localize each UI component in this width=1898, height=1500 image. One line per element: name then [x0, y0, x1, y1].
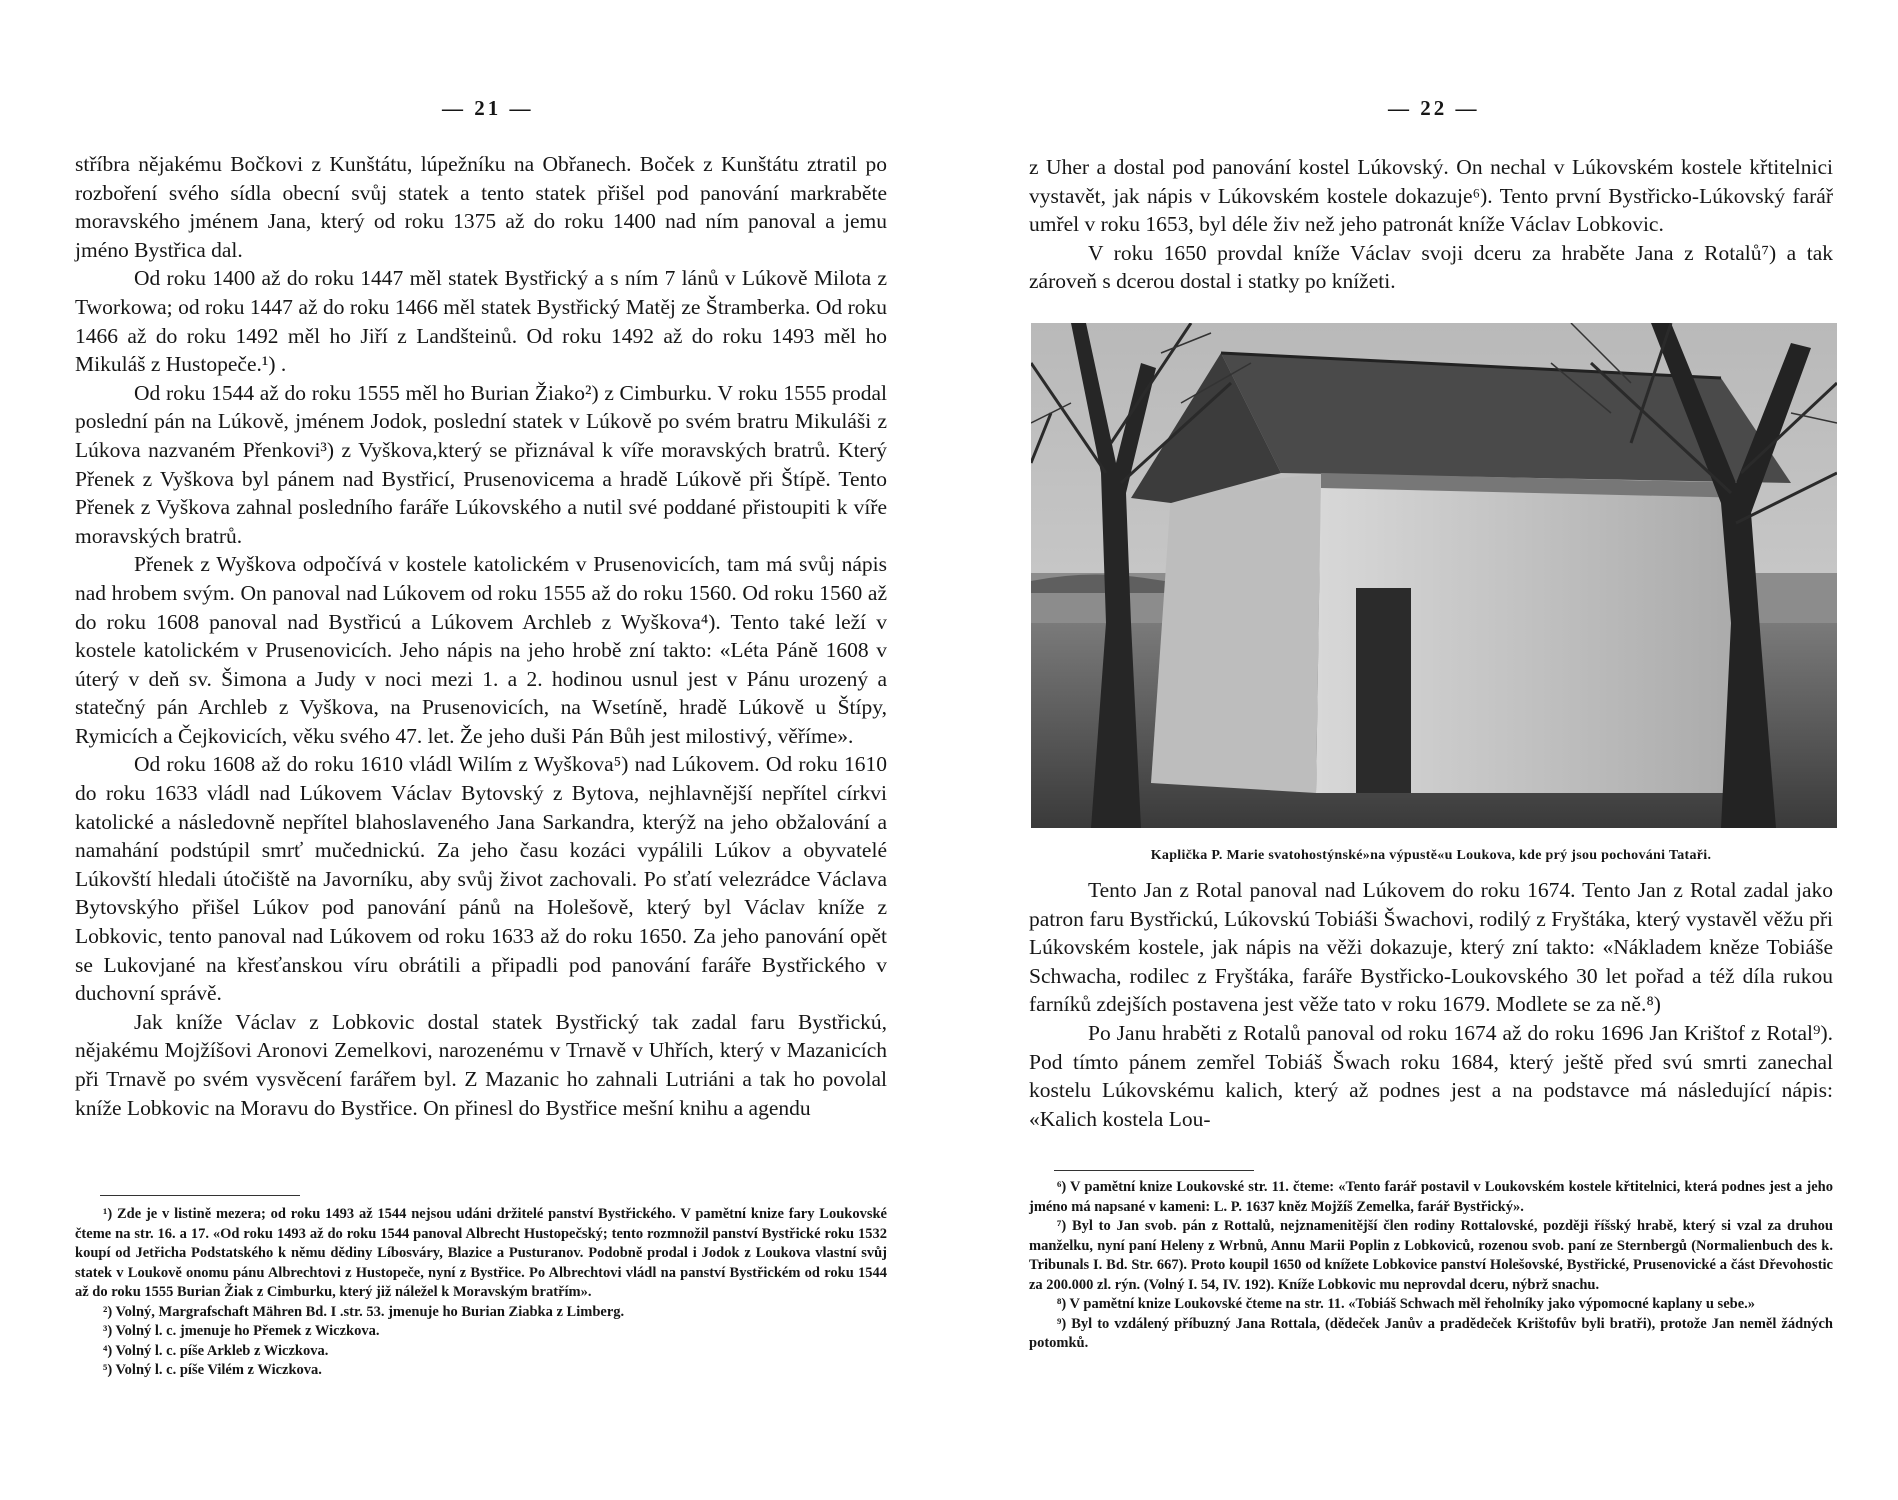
- footnote: ¹) Zde je v listině mezera; od roku 1493 až 1544 nejsou udáni držitelé panství Bystřického. V pamětní knize fary Loukovské čteme na str. 16. a 17. «Od roku 1493 až do roku 1544 panoval Albrecht Hustopečský; tento rozmnožil panství Bystřické roku 1532 koupí od Jetřicha Podstatského k němu dědiny Líbosváry, Blazice a Pusturanov. Podobně prodal i Jodok z Loukova vlastní svůj statek v Loukově onomu pánu Albrechtovi z Hustopeče, nyní z Bystřice. Po Albrechtovi vládl na panství Bystřickém od roku 1544 až do roku 1555 Burian Žiak z Cimburku, který již náležel k Moravským bratřím».: [75, 1206, 887, 1300]
- footnote: ⁸) V pamětní knize Loukovské čteme na str. 11. «Tobiáš Schwach měl řeholníky jako výpomocné kaplany u sebe.»: [1057, 1296, 1756, 1312]
- footnote: ⁹) Byl to vzdálený příbuzný Jana Rottala, (dědeček Janův a pradědeček Krištofův byli bratři), protože Jan neměl žádných potomků.: [1029, 1315, 1833, 1351]
- footnote: ⁴) Volný l. c. píše Arkleb z Wiczkova.: [103, 1342, 329, 1359]
- chapel-photo-illustration: [1031, 323, 1837, 828]
- footnote-rule: [100, 1195, 300, 1196]
- paragraph: Přenek z Wyškova odpočívá v kostele katolickém v Prusenovicích, tam má svůj nápis nad hrobem svým. On panoval nad Lúkovem od roku 1555 až do roku 1560. Od roku 1560 až do roku 1608 panoval nad Bystřicú a Lúkovem Archleb z Wyškova⁴). Tento také leží v kostele katolickém v Prusenovicích. Jeho nápis na jeho hrobě zní takto: «Léta Páně 1608 v úterý v deň sv. Šimona a Judy v noci mezi 1. a 2. hodinou usnul jest v Pánu urozený a statečný pán Archleb z Vyškova, na Prusenovicích, na Wsetíně, hradě Lúkově u Štípy, Rymicích a Čejkovicích, věku svého 47. let. Že jeho duši Pán Bůh jest milostivý, věříme».: [75, 552, 887, 748]
- paragraph: Od roku 1400 až do roku 1447 měl statek Bystřický a s ním 7 lánů v Lúkově Milota z Tworkowa; od roku 1447 až do roku 1466 měl statek Bystřický Matěj ze Štramberka. Od roku 1466 až do roku 1492 měl ho Jiří z Landšteinů. Od roku 1492 až do roku 1493 měl ho Mikuláš z Hustopeče.¹) .: [75, 266, 887, 377]
- footnotes: [1029, 1178, 1833, 1354]
- photo-caption: Kaplička P. Marie svatohostýnské»na výpustě«u Loukova, kde prý jsou pochováni Tataři.: [1150, 848, 1712, 863]
- paragraph: V roku 1650 provdal kníže Václav svoji dceru za hraběte Jana z Rotalů⁷) a tak zároveň s dcerou dostal i statky po knížeti.: [1029, 240, 1833, 294]
- footnote: ⁶) V pamětní knize Loukovské str. 11. čteme: «Tento farář postavil v Loukovském kostele křtitelnici, která podnes jest a jeho jméno má napsané v kameni: L. P. 1637 kněz Mojžíš Zemelka, farář Bystřický».: [1029, 1179, 1833, 1215]
- page-number: — 22 —: [1388, 96, 1480, 120]
- footnote-rule: [1054, 1170, 1254, 1171]
- bottom-text: [1029, 876, 1833, 1133]
- footnote: ³) Volný l. c. jmenuje ho Přemek z Wiczkova.: [103, 1323, 380, 1339]
- paragraph: stříbra nějakému Bočkovi z Kunštátu, lúpežníku na Obřanech. Boček z Kunštátu ztratil po rozboření svého sídla obecní svůj statek a tento statek přišel pod panování markraběte moravského jménem Jana, který od roku 1375 až do roku 1400 nad ním panoval a jemu jméno Bystřica dal.: [75, 152, 887, 262]
- footnote: ²) Volný, Margrafschaft Mähren Bd. I .str. 53. jmenuje ho Burian Ziabka z Limberg.: [103, 1303, 625, 1320]
- footnote: ⁵) Volný l. c. píše Vilém z Wiczkova.: [103, 1362, 322, 1378]
- footnote: ⁷) Byl to Jan svob. pán z Rottalů, nejznamenitější člen rodiny Rottalovské, později říšský hrabě, který si vzal za druhou manželku, nyní paní Heleny z Wrbnů, Annu Marii Poplin z Lobkoviců, rozenou svob. paní ze Sternbergů (Normalienbuch des k. Tribunals I. Bd. Str. 667). Proto koupil 1650 od knížete Lobkovice panství Holešovské, Bystřické, Prusenovické a část Dřevohostic za 200.000 zl. rýn. (Volný I. 54, IV. 192). Kníže Lobkovic mu neprovdal dceru, nýbrž snachu.: [1029, 1218, 1833, 1293]
- paragraph: Od roku 1544 až do roku 1555 měl ho Burian Žiako²) z Cimburku. V roku 1555 prodal poslední pán na Lúkově, jménem Jodok, poslední statek v Lúkově po svém bratru Mikuláši z Lúkova nazvaném Přenkovi³) z Vyškova,který se přiznával k víře moravských bratrů. Který Přenek z Vyškova byl pánem nad Bystřicí, Prusenovicema a hradě Lúkově při Štípě. Tento Přenek z Vyškova zahnal posledního faráře Lúkovského a nutil své poddané přistoupiti k víře moravských bratrů.: [75, 380, 887, 548]
- page-number: — 21 —: [442, 96, 534, 120]
- paragraph: z Uher a dostal pod panování kostel Lúkovský. On nechal v Lúkovském kostele křtitelnici vystavět, jak nápis v Lúkovském kostele dokazuje⁶). Tento první Bystřicko-Lúkovský farář umřel v roku 1653, byl déle živ než jeho patronát kníže Václav Lobkovic.: [1029, 155, 1833, 237]
- paragraph: Po Janu hraběti z Rotalů panoval od roku 1674 až do roku 1696 Jan Krištof z Rotal⁹). Pod tímto pánem zemřel Tobiáš Šwach roku 1684, který ještě před svú smrti zanechal kostelu Lúkovskému kalich, který až podnes jest a na podstavce má následující nápis: «Kalich kostela Lou-: [1029, 1020, 1833, 1131]
- paragraph: Jak kníže Václav z Lobkovic dostal statek Bystřický tak zadal faru Bystřickú, nějakému Mojžíšovi Aronovi Zemelkovi, narozenému v Trnavě v Uhřích, který v Mazanicích při Trnavě po svém vysvěcení farářem byl. Z Mazanic ho zahnali Lutriáni a tak ho povolal kníže Lobkovic na Moravu do Bystřice. On přinesl do Bystřice mešní knihu a agendu: [75, 1009, 887, 1120]
- chapel-photograph: [1031, 323, 1837, 828]
- top-text: [1029, 153, 1833, 296]
- paragraph: Od roku 1608 až do roku 1610 vládl Wilím z Wyškova⁵) nad Lúkovem. Od roku 1610 do roku 1633 vládl nad Lúkovem Václav Bytovský z Bytova, nejhlavnější nepřítel církvi katolické a následovně nepřítel blahoslaveného Jana Sarkandra, kterýž na jeho obžalování a namahání podstúpil smrť mučednickú. Za jeho času kozáci vypálili Lúkov a obyvatelé Lúkovští hledali útočiště na Javorníku, aby svůj život zachovali. Po sťatí velezrádce Václava Bytovskýho přišel Lúkov pod panování pánů na Holešově, který byl Václav kníže z Lobkovic, tento panoval nad Lúkovem od roku 1633 až do roku 1650. Za jeho panování opět se Lukovjané na křesťanskou víru obrátili a připadli pod panování faráře Bystřického v duchovní správě.: [75, 752, 887, 1006]
- main-text: [75, 150, 887, 1122]
- paragraph: Tento Jan z Rotal panoval nad Lúkovem do roku 1674. Tento Jan z Rotal zadal jako patron faru Bystřickú, Lúkovskú Tobiáši Šwachovi, rodilý z Fryštáka, který vystavěl věžu při Lúkovském kostele, jak nápis na věži dokazuje, který zní takto: «Nákladem kněze Tobiáše Schwacha, rodilec z Fryštáka, faráře Bystřicko-Loukovského 30 let pořad a též díla rukou farníků zdejších postavena jest věže tato v roku 1679. Modlete se za ně.⁸): [1029, 878, 1833, 1017]
- footnotes: [75, 1205, 887, 1381]
